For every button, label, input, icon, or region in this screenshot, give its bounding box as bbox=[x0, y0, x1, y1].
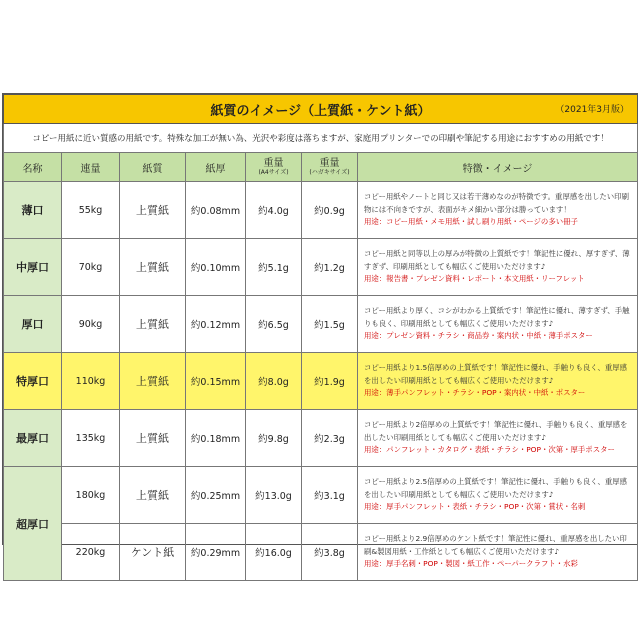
header-feature: 特徴・イメージ bbox=[358, 153, 638, 182]
row-description: コピー用紙やノートと同じ又は若干薄めなのが特徴です。重厚感を出したい印刷物には不向きですが、表面がキメ細かい部分は勝っています！ bbox=[364, 192, 629, 214]
table-row-highlighted bbox=[4, 353, 638, 410]
row-name: 最厚口 bbox=[4, 410, 62, 467]
row-description: コピー用紙と同等以上の厚みが特徴の上質紙です！筆記性に優れ、厚すぎず、薄すぎず、印刷用紙としても幅広くご使用いただけます♪ bbox=[364, 249, 630, 271]
paper-quality-table bbox=[3, 94, 638, 581]
row-weight: 70kg bbox=[62, 239, 120, 296]
row-usage: 用途：薄手パンフレット・チラシ・POP・案内状・中紙・ポスター bbox=[364, 388, 586, 398]
row-a4-weight: 約5.1g bbox=[246, 239, 302, 296]
row-usage: 用途：パンフレット・カタログ・表紙・チラシ・POP・次第・厚手ポスター bbox=[364, 445, 615, 455]
table-row bbox=[4, 524, 638, 581]
row-description: コピー用紙より2倍厚めの上質紙です！筆記性に優れ、手触りも良く、重厚感を出したい印刷用紙としても幅広くご使用いただけます♪ bbox=[364, 420, 628, 442]
row-description: コピー用紙より2.9倍厚めのケント紙です！筆記性に優れ、重厚感を出したい印刷&製図用紙・工作紙としても幅広くご使用いただけます♪ bbox=[364, 534, 627, 556]
header-row bbox=[4, 153, 638, 182]
row-usage: 用途：報告書・プレゼン資料・レポート・本文用紙・リーフレット bbox=[364, 274, 585, 284]
row-thickness: 約0.12mm bbox=[186, 296, 246, 353]
row-weight: 135kg bbox=[62, 410, 120, 467]
row-a4-weight: 約8.0g bbox=[246, 353, 302, 410]
table-row bbox=[4, 182, 638, 239]
row-paper: 上質紙 bbox=[120, 410, 186, 467]
header-a4-sub: (A4サイズ) bbox=[258, 169, 289, 176]
row-weight: 55kg bbox=[62, 182, 120, 239]
table-row bbox=[4, 239, 638, 296]
header-name: 名称 bbox=[4, 153, 62, 182]
row-a4-weight: 約16.0g bbox=[246, 524, 302, 581]
paper-quality-table-sheet bbox=[2, 93, 638, 569]
row-paper: 上質紙 bbox=[120, 182, 186, 239]
row-feature bbox=[358, 353, 638, 410]
row-usage: 用途：厚手パンフレット・表紙・チラシ・POP・次第・賞状・名刺 bbox=[364, 502, 586, 512]
row-a4-weight: 約4.0g bbox=[246, 182, 302, 239]
row-postcard-weight: 約1.2g bbox=[302, 239, 358, 296]
header-a4 bbox=[246, 153, 302, 182]
row-weight: 90kg bbox=[62, 296, 120, 353]
row-a4-weight: 約9.8g bbox=[246, 410, 302, 467]
row-usage: 用途：プレゼン資料・チラシ・商品券・案内状・中紙・薄手ポスター bbox=[364, 331, 593, 341]
row-postcard-weight: 約3.1g bbox=[302, 467, 358, 524]
row-thickness: 約0.25mm bbox=[186, 467, 246, 524]
row-feature bbox=[358, 239, 638, 296]
header-thickness: 紙厚 bbox=[186, 153, 246, 182]
row-paper: ケント紙 bbox=[120, 524, 186, 581]
row-feature bbox=[358, 296, 638, 353]
page-title: 紙質のイメージ（上質紙・ケント紙） bbox=[210, 103, 431, 119]
row-weight: 110kg bbox=[62, 353, 120, 410]
header-paper: 紙質 bbox=[120, 153, 186, 182]
row-description: コピー用紙より1.5倍厚めの上質紙です！筆記性に優れ、手触りも良く、重厚感を出したい印刷用紙としても幅広くご使用いただけます♪ bbox=[364, 363, 628, 385]
header-a4-label: 重量 bbox=[263, 158, 284, 169]
row-postcard-weight: 約3.8g bbox=[302, 524, 358, 581]
row-postcard-weight: 約1.5g bbox=[302, 296, 358, 353]
row-name: 超厚口 bbox=[4, 467, 62, 581]
row-thickness: 約0.18mm bbox=[186, 410, 246, 467]
header-postcard bbox=[302, 153, 358, 182]
row-weight: 220kg bbox=[62, 524, 120, 581]
header-weight: 連量 bbox=[62, 153, 120, 182]
header-postcard-label: 重量 bbox=[319, 158, 340, 169]
row-paper: 上質紙 bbox=[120, 239, 186, 296]
version-label: （2021年3月版） bbox=[555, 105, 630, 115]
row-feature bbox=[358, 182, 638, 239]
header-postcard-sub: (ハガキサイズ) bbox=[309, 169, 350, 176]
row-name: 厚口 bbox=[4, 296, 62, 353]
row-feature bbox=[358, 467, 638, 524]
row-paper: 上質紙 bbox=[120, 353, 186, 410]
row-usage: 用途：厚手名刺・POP・製図・紙工作・ペーパークラフト・水彩 bbox=[364, 559, 578, 569]
row-weight: 180kg bbox=[62, 467, 120, 524]
row-description: コピー用紙より2.5倍厚めの上質紙です！筆記性に優れ、手触りも良く、重厚感を出したい印刷用紙としても幅広くご使用いただけます♪ bbox=[364, 477, 628, 499]
row-name: 薄口 bbox=[4, 182, 62, 239]
row-description: コピー用紙より厚く、コシがわかる上質紙です！筆記性に優れ、薄すぎず、手触りも良く、印刷用紙としても幅広くご使用いただけます♪ bbox=[364, 306, 630, 328]
table-row bbox=[4, 296, 638, 353]
row-feature bbox=[358, 410, 638, 467]
row-paper: 上質紙 bbox=[120, 296, 186, 353]
row-thickness: 約0.08mm bbox=[186, 182, 246, 239]
table-row bbox=[4, 467, 638, 524]
intro-text: コピー用紙に近い質感の用紙です。特殊な加工が無い為、光沢や彩度は落ちますが、家庭用プリンターでの印刷や筆記する用途におすすめの用紙です！ bbox=[4, 124, 638, 153]
row-usage: 用途：コピー用紙・メモ用紙・試し刷り用紙・ページの多い冊子 bbox=[364, 217, 578, 227]
row-thickness: 約0.15mm bbox=[186, 353, 246, 410]
row-thickness: 約0.10mm bbox=[186, 239, 246, 296]
row-postcard-weight: 約2.3g bbox=[302, 410, 358, 467]
table-row bbox=[4, 410, 638, 467]
row-name: 特厚口 bbox=[4, 353, 62, 410]
row-name: 中厚口 bbox=[4, 239, 62, 296]
row-postcard-weight: 約0.9g bbox=[302, 182, 358, 239]
row-postcard-weight: 約1.9g bbox=[302, 353, 358, 410]
row-a4-weight: 約13.0g bbox=[246, 467, 302, 524]
row-feature bbox=[358, 524, 638, 581]
row-a4-weight: 約6.5g bbox=[246, 296, 302, 353]
title-bar bbox=[4, 95, 638, 124]
row-thickness: 約0.29mm bbox=[186, 524, 246, 581]
row-paper: 上質紙 bbox=[120, 467, 186, 524]
